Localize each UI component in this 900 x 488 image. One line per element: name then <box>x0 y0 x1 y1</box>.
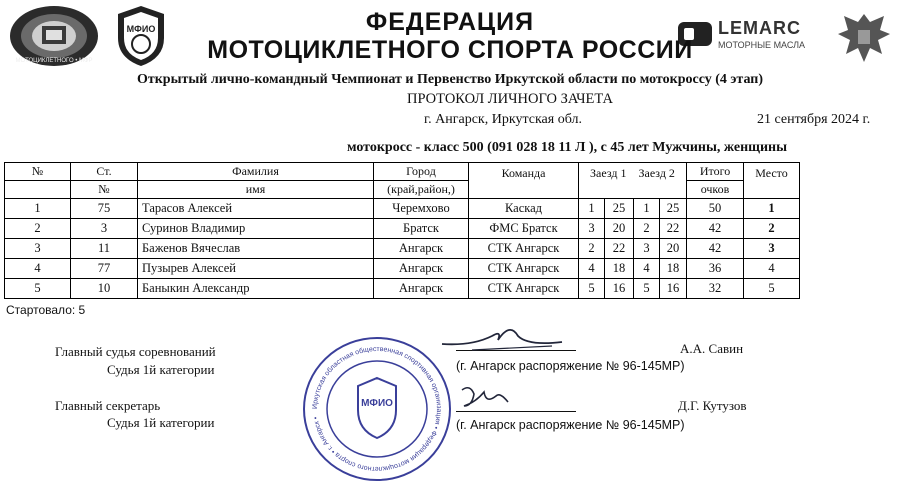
stamp-center-text: МФИО <box>361 398 393 409</box>
header-points: очков <box>687 181 744 199</box>
row-heat2-pos: 3 <box>634 239 660 259</box>
row-num: 3 <box>5 239 71 259</box>
row-heat1-pts: 20 <box>605 219 634 239</box>
row-team: Каскад <box>469 199 579 219</box>
row-num: 1 <box>5 199 71 219</box>
row-total: 42 <box>687 239 744 259</box>
row-rider-name: Баженов Вячеслав <box>138 239 374 259</box>
row-heat1-pts: 16 <box>605 279 634 299</box>
mfr-logo-text: МОТОЦИКЛЕТНОГО • МФР <box>15 58 93 64</box>
started-count: Стартовало: 5 <box>6 303 86 317</box>
stamp-ring-text: Иркутская областная общественная спортивная организация • Федерация мотоциклетного спорта • г. Ангарск • <box>311 345 443 473</box>
row-city: Ангарск <box>374 279 469 299</box>
secretary-signature-icon <box>456 382 516 414</box>
row-heat2-pts: 16 <box>660 279 687 299</box>
table-row <box>5 239 800 259</box>
row-city: Ангарск <box>374 239 469 259</box>
mfio-logo-text: МФИО <box>126 24 156 34</box>
event-date: 21 сентября 2024 г. <box>757 112 871 127</box>
header-start-num: Ст. <box>71 163 138 181</box>
header-surname: Фамилия <box>138 163 374 181</box>
row-team: ФМС Братск <box>469 219 579 239</box>
federation-title-line1: ФЕДЕРАЦИЯ <box>365 8 535 36</box>
lemarc-brand: LEMARC <box>718 18 801 38</box>
header-place: Место <box>744 163 800 199</box>
header-start-num-2: № <box>71 181 138 199</box>
row-place: 5 <box>744 279 800 299</box>
row-start-num: 3 <box>71 219 138 239</box>
results-table <box>4 162 800 299</box>
row-heat2-pts: 20 <box>660 239 687 259</box>
row-start-num: 11 <box>71 239 138 259</box>
row-heat1-pos: 4 <box>579 259 605 279</box>
row-heat2-pos: 1 <box>634 199 660 219</box>
header-num-blank <box>5 181 71 199</box>
row-total: 50 <box>687 199 744 219</box>
row-heat1-pts: 25 <box>605 199 634 219</box>
row-heat2-pts: 18 <box>660 259 687 279</box>
header-region: (край,район,) <box>374 181 469 199</box>
federation-title-line2: МОТОЦИКЛЕТНОГО СПОРТА РОССИИ <box>207 36 693 64</box>
row-place: 2 <box>744 219 800 239</box>
row-num: 2 <box>5 219 71 239</box>
secretary-name: Д.Г. Кутузов <box>678 398 747 413</box>
row-city: Черемхово <box>374 199 469 219</box>
row-rider-name: Баныкин Александр <box>138 279 374 299</box>
lemarc-subtitle: МОТОРНЫЕ МАСЛА <box>718 40 805 50</box>
row-num: 4 <box>5 259 71 279</box>
chief-judge-category: Судья 1й категории <box>107 362 215 377</box>
header-team: Команда <box>469 163 579 199</box>
row-team: СТК Ангарск <box>469 259 579 279</box>
chief-judge-name: А.А. Савин <box>680 341 744 356</box>
header-name: имя <box>138 181 374 199</box>
row-city: Ангарск <box>374 259 469 279</box>
row-heat1-pts: 22 <box>605 239 634 259</box>
row-city: Братск <box>374 219 469 239</box>
row-heat1-pos: 3 <box>579 219 605 239</box>
class-line: мотокросс - класс 500 (091 028 18 11 Л ), с 45 лет Мужчины, женщины <box>347 140 788 155</box>
header-num: № <box>5 163 71 181</box>
row-heat1-pos: 2 <box>579 239 605 259</box>
row-heat2-pos: 4 <box>634 259 660 279</box>
row-start-num: 77 <box>71 259 138 279</box>
row-team: СТК Ангарск <box>469 279 579 299</box>
table-row <box>5 219 800 239</box>
row-start-num: 10 <box>71 279 138 299</box>
row-heat2-pos: 2 <box>634 219 660 239</box>
row-heat2-pts: 25 <box>660 199 687 219</box>
row-heat1-pts: 18 <box>605 259 634 279</box>
row-rider-name: Суринов Владимир <box>138 219 374 239</box>
row-start-num: 75 <box>71 199 138 219</box>
row-rider-name: Тарасов Алексей <box>138 199 374 219</box>
secretary-category: Судья 1й категории <box>107 415 215 430</box>
header-row-1 <box>5 163 800 181</box>
secretary-title: Главный секретарь <box>55 398 161 413</box>
row-team: СТК Ангарск <box>469 239 579 259</box>
row-place: 3 <box>744 239 800 259</box>
header-city: Город <box>374 163 469 181</box>
chief-judge-order: (г. Ангарск распоряжение № 96-145МР) <box>456 359 685 373</box>
row-total: 36 <box>687 259 744 279</box>
table-row <box>5 259 800 279</box>
championship-subtitle: Открытый лично-командный Чемпионат и Первенство Иркутской области по мотокроссу (4 этап) <box>136 72 764 87</box>
secretary-order: (г. Ангарск распоряжение № 96-145МР) <box>456 418 685 432</box>
row-place: 4 <box>744 259 800 279</box>
row-num: 5 <box>5 279 71 299</box>
row-heat1-pos: 5 <box>579 279 605 299</box>
organization-stamp-icon <box>300 334 454 484</box>
row-heat2-pos: 5 <box>634 279 660 299</box>
row-total: 42 <box>687 219 744 239</box>
row-total: 32 <box>687 279 744 299</box>
row-place: 1 <box>744 199 800 219</box>
protocol-title: ПРОТОКОЛ ЛИЧНОГО ЗАЧЕТА <box>406 91 614 107</box>
row-rider-name: Пузырев Алексей <box>138 259 374 279</box>
header-heats: Заезд 1 Заезд 2 <box>579 163 687 199</box>
row-heat1-pos: 1 <box>579 199 605 219</box>
event-city: г. Ангарск, Иркутская обл. <box>424 112 582 127</box>
table-row <box>5 199 800 219</box>
row-heat2-pts: 22 <box>660 219 687 239</box>
table-row <box>5 279 800 299</box>
chief-judge-title: Главный судья соревнований <box>55 344 216 359</box>
header-total: Итого <box>687 163 744 181</box>
